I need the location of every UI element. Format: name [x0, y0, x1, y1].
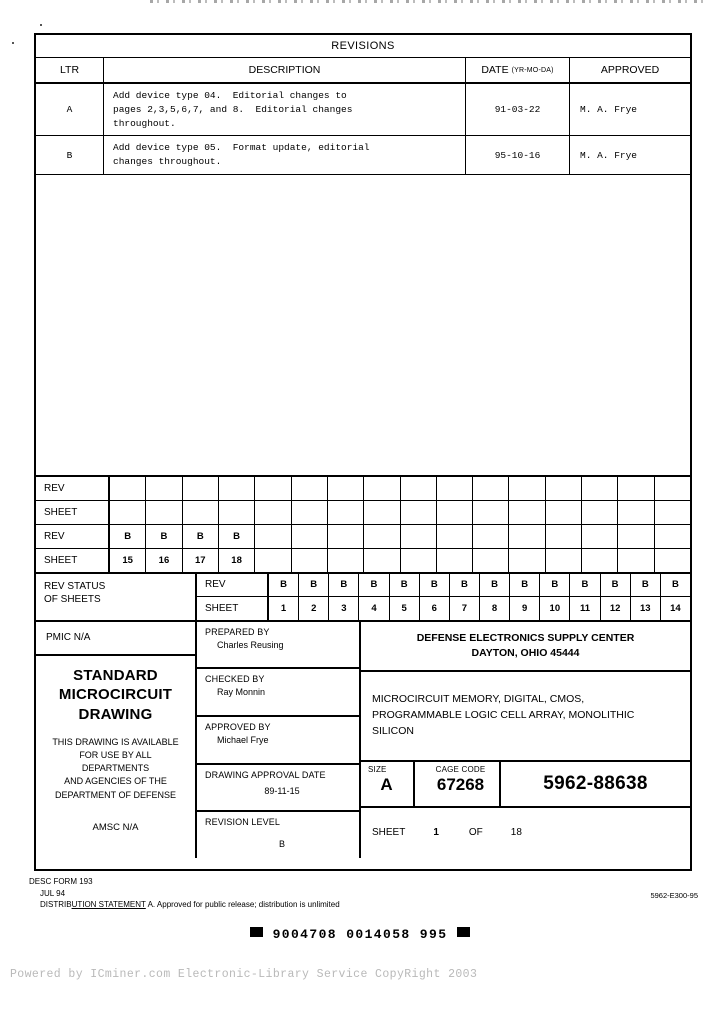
grid-cell: [546, 549, 582, 572]
revisions-title: REVISIONS: [36, 35, 690, 58]
grid-cell: [110, 501, 146, 524]
revision-level-label: REVISION LEVEL: [205, 817, 280, 828]
revision-level-value: B: [278, 839, 285, 850]
grid-cell: [546, 501, 582, 524]
grid-cell: [618, 477, 654, 500]
grid-cell: B: [480, 574, 510, 596]
approval-date-label: DRAWING APPROVAL DATE: [205, 769, 326, 780]
grid-cell: [437, 501, 473, 524]
grid-cell: B: [219, 525, 255, 548]
rev-status-label-line1: REV STATUS: [44, 580, 106, 592]
grid-cell: [401, 549, 437, 572]
grid-cell: [546, 477, 582, 500]
grid-cell: [655, 477, 690, 500]
grid-cell: B: [671, 579, 679, 591]
smd-title-line2: MICROCIRCUIT: [58, 686, 173, 704]
desc-form-number: DESC FORM 193: [29, 877, 93, 886]
identification-row: [361, 762, 690, 808]
drawing-frame: [34, 33, 692, 871]
desc-form-date: JUL 94: [40, 888, 66, 898]
pmic-field: PMIC N/A: [36, 622, 195, 656]
barcode: [0, 927, 720, 942]
drawing-number: 5962-88638: [543, 772, 648, 794]
rev-status-sheet-row: [197, 597, 690, 620]
grid-label-sheet: SHEET: [36, 549, 110, 572]
grid-cell: [364, 477, 400, 500]
standard-microcircuit-drawing-block: [36, 656, 195, 858]
grid-cell: [146, 501, 182, 524]
grid-cell: B: [420, 574, 450, 596]
grid-cell: 15: [110, 549, 146, 572]
scan-artifact-strip: [150, 0, 710, 3]
grid-cell: [292, 525, 328, 548]
rev-status-rev-row: [197, 574, 690, 597]
revision-description-line: Add device type 05. Format update, editorial: [113, 142, 370, 154]
revision-description-line: Add device type 04. Editorial changes to: [113, 90, 347, 101]
drawing-body-blank-area: [36, 175, 690, 477]
grid-label-rev: REV: [36, 477, 110, 500]
rev-status-sheet-label: SHEET: [197, 597, 269, 620]
grid-cell: [509, 549, 545, 572]
cage-code-value: 67268: [436, 774, 485, 794]
grid-cell: [292, 549, 328, 572]
revisions-header-row: [36, 58, 690, 84]
grid-cell: B: [510, 574, 540, 596]
grid-cell: [582, 477, 618, 500]
grid-cell: [328, 525, 364, 548]
revisions-header-description: DESCRIPTION: [104, 58, 466, 82]
checked-by-label: CHECKED BY: [205, 674, 265, 685]
rev-status-label-line2: OF SHEETS: [44, 594, 101, 606]
revisions-header-ltr: LTR: [36, 58, 104, 82]
grid-cell: [618, 525, 654, 548]
barcode-block-right: [457, 927, 470, 937]
grid-cell: 11: [570, 597, 600, 620]
grid-cell: B: [601, 574, 631, 596]
rev-status-table: [197, 574, 690, 620]
distribution-statement: [40, 900, 340, 909]
grid-cell: [364, 501, 400, 524]
grid-row-rev-upper: [36, 477, 690, 501]
title-block: [36, 622, 690, 858]
revision-approved-by: M. A. Frye: [580, 104, 638, 116]
scan-speck: [40, 24, 42, 26]
grid-cell: B: [540, 574, 570, 596]
table-row: [36, 136, 690, 175]
form-code: 5962-E300-95: [650, 891, 698, 900]
table-row: [36, 84, 690, 136]
grid-cell: B: [110, 525, 146, 548]
amsc-field: AMSC N/A: [92, 821, 139, 833]
grid-cell: [437, 525, 473, 548]
grid-cell: [328, 477, 364, 500]
drawing-title-line: SILICON: [372, 724, 415, 737]
grid-cell: 4: [359, 597, 389, 620]
revision-description-line: changes throughout.: [113, 156, 222, 168]
smd-title-line3: DRAWING: [78, 705, 153, 723]
grid-cell: B: [390, 574, 420, 596]
revisions-header-approved: APPROVED: [600, 64, 660, 76]
rev-status-label: [36, 574, 197, 620]
grid-cell: [655, 525, 690, 548]
grid-cell: [255, 501, 291, 524]
availability-note: [40, 736, 191, 801]
approval-date-cell: [197, 765, 359, 813]
grid-cell: B: [329, 574, 359, 596]
availability-line: DEPARTMENT OF DEFENSE: [54, 789, 177, 800]
prepared-by-value: Charles Reusing: [217, 639, 284, 650]
watermark: Powered by ICminer.com Electronic-Library Service CopyRight 2003: [10, 968, 478, 981]
grid-cell: 18: [219, 549, 255, 572]
grid-cells-rev-upper: [110, 477, 690, 500]
grid-cell: B: [299, 574, 329, 596]
grid-cell: 9: [510, 597, 540, 620]
grid-cell: 1: [269, 597, 299, 620]
grid-cell: [582, 525, 618, 548]
grid-cells-sheet-upper: [110, 501, 690, 524]
availability-line: FOR USE BY ALL: [79, 750, 152, 761]
grid-cell: [655, 501, 690, 524]
availability-line: THIS DRAWING IS AVAILABLE: [52, 737, 179, 748]
distribution-suffix: A. Approved for public release; distribution is unlimited: [145, 900, 340, 909]
of-label: OF: [468, 827, 483, 839]
grid-cell: [546, 525, 582, 548]
sheet-revision-grid: [36, 477, 690, 574]
cage-code-label: CAGE CODE: [435, 764, 486, 774]
revision-description: [104, 84, 466, 135]
rev-status-sheet-cells: [269, 597, 690, 620]
grid-cell: B: [146, 525, 182, 548]
sheet-label: SHEET: [372, 827, 406, 839]
grid-cell: 3: [329, 597, 359, 620]
revision-date: 95-10-16: [466, 136, 570, 174]
grid-cell: [473, 549, 509, 572]
agency-location: DAYTON, OHIO 45444: [471, 646, 580, 659]
grid-cell: 12: [601, 597, 631, 620]
rev-status-rev-label: REV: [197, 574, 269, 596]
grid-cell: [110, 477, 146, 500]
grid-cell: [437, 549, 473, 572]
revisions-header-date-text: DATE: [481, 64, 509, 76]
grid-cell: 17: [183, 549, 219, 572]
grid-cell: [292, 501, 328, 524]
grid-cell: [292, 477, 328, 500]
grid-cell: [183, 501, 219, 524]
grid-cell: [401, 501, 437, 524]
grid-cell: [473, 501, 509, 524]
cage-code-cell: [415, 762, 501, 806]
grid-cell: [255, 477, 291, 500]
grid-cell: B: [570, 574, 600, 596]
agency-name: DEFENSE ELECTRONICS SUPPLY CENTER: [416, 631, 635, 644]
size-value: A: [380, 774, 393, 794]
grid-cell: [582, 549, 618, 572]
grid-cell: 13: [631, 597, 661, 620]
drawing-title-line: PROGRAMMABLE LOGIC CELL ARRAY, MONOLITHIC: [372, 708, 635, 721]
grid-cell: [219, 477, 255, 500]
grid-cell: [328, 549, 364, 572]
checked-by-cell: [197, 669, 359, 717]
grid-cell: B: [269, 574, 299, 596]
grid-cell: [219, 501, 255, 524]
barcode-text: 9004708 0014058 995: [272, 927, 448, 942]
agency-block: [361, 622, 690, 672]
grid-cell: [183, 477, 219, 500]
revision-date: 91-03-22: [466, 84, 570, 135]
prepared-by-label: PREPARED BY: [205, 626, 270, 637]
revision-ltr: A: [36, 84, 104, 135]
drawing-title-line: MICROCIRCUIT MEMORY, DIGITAL, CMOS,: [372, 693, 585, 706]
grid-cell: [364, 525, 400, 548]
grid-cell: [509, 477, 545, 500]
revision-description-line: pages 2,3,5,6,7, and 8. Editorial changes: [113, 103, 353, 115]
sheet-count-row: [361, 808, 690, 858]
sheet-total: 18: [510, 827, 522, 839]
grid-cell: 10: [540, 597, 570, 620]
grid-cell: [255, 525, 291, 548]
smd-title-line1: STANDARD: [73, 666, 158, 684]
grid-cell: B: [183, 525, 219, 548]
distribution-underlined: UTION STATEMENT: [71, 900, 146, 909]
approved-by-cell: [197, 717, 359, 765]
grid-cell: [618, 501, 654, 524]
grid-cell: [255, 549, 291, 572]
grid-cell: [618, 549, 654, 572]
rev-status-of-sheets: [36, 574, 690, 622]
title-block-signatures: [197, 622, 361, 858]
revisions-header-date-format: (YR-MO-DA): [511, 66, 554, 74]
grid-cell: 14: [670, 602, 681, 614]
grid-cell: [146, 477, 182, 500]
grid-cell: [437, 477, 473, 500]
grid-cell: 8: [480, 597, 510, 620]
size-cell: [361, 762, 415, 806]
checked-by-value: Ray Monnin: [217, 687, 266, 698]
approved-by-label: APPROVED BY: [205, 722, 271, 733]
grid-cells-rev-lower: [110, 525, 690, 548]
grid-cell: [655, 549, 690, 572]
grid-cell: 7: [450, 597, 480, 620]
grid-cell: B: [450, 574, 480, 596]
grid-cell: [473, 525, 509, 548]
grid-cell: [509, 525, 545, 548]
revision-description-line: throughout.: [113, 117, 176, 129]
grid-cell: 5: [390, 597, 420, 620]
rev-status-rev-cells: [269, 574, 690, 596]
grid-row-sheet-lower: [36, 549, 690, 572]
approved-by-value: Michael Frye: [217, 735, 269, 746]
revision-ltr: B: [36, 136, 104, 174]
grid-cell: 2: [299, 597, 329, 620]
availability-line: AND AGENCIES OF THE: [64, 776, 167, 787]
desc-form-block: [29, 876, 93, 899]
barcode-block-left: [250, 927, 263, 937]
title-block-left: [36, 622, 197, 858]
revision-description: [104, 136, 466, 174]
revision-approved-by: M. A. Frye: [580, 149, 638, 161]
grid-label-sheet: SHEET: [36, 501, 110, 524]
drawing-title: [361, 672, 690, 762]
grid-cell: [401, 477, 437, 500]
grid-cell: B: [631, 574, 661, 596]
grid-cell: [473, 477, 509, 500]
grid-cell: 16: [146, 549, 182, 572]
sheet-number: 1: [433, 827, 439, 839]
grid-row-rev-lower: [36, 525, 690, 549]
title-block-right: [361, 622, 690, 858]
distribution-prefix: DISTRIB: [40, 900, 72, 909]
availability-line: DEPARTMENTS: [81, 763, 150, 774]
revision-level-cell: [197, 812, 359, 858]
scan-speck: [12, 42, 14, 44]
size-label: SIZE: [368, 764, 387, 774]
approval-date-value: 89-11-15: [264, 785, 300, 796]
grid-row-sheet-upper: [36, 501, 690, 525]
grid-cell: B: [359, 574, 389, 596]
grid-cell: [328, 501, 364, 524]
revisions-header-date: [466, 58, 570, 82]
grid-cell: [582, 501, 618, 524]
grid-cell: 6: [420, 597, 450, 620]
grid-cell: [509, 501, 545, 524]
grid-cell: [364, 549, 400, 572]
grid-label-rev: REV: [36, 525, 110, 548]
grid-cells-sheet-lower: [110, 549, 690, 572]
prepared-by-cell: [197, 622, 359, 670]
grid-cell: [401, 525, 437, 548]
